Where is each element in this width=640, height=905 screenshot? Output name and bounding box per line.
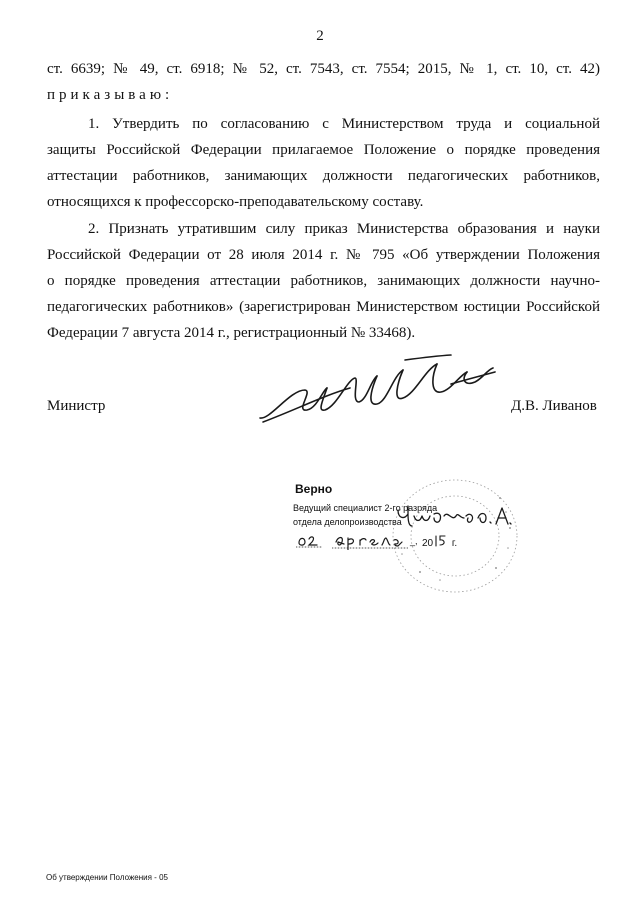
body-line-1: ст. 6639; № 49, ст. 6918; № 52, ст. 7543, ст. 7554; 2015, № 1, ст. 10, ст. 42) <box>47 61 600 77</box>
item2-line-3: о порядке проведения аттестации работников, занимающих должности научно- <box>47 273 600 289</box>
minister-signature <box>255 350 510 435</box>
handwritten-year-digits <box>433 535 449 547</box>
date-separator: _, <box>410 536 418 546</box>
certifier-position-line1: Ведущий специалист 2-го разряда <box>293 503 438 513</box>
footer-filename: Об утверждении Положения - 05 <box>46 873 168 882</box>
item1-line-2: защиты Российской Федерации прилагаемое Положение о порядке проведения <box>47 142 600 158</box>
handwritten-date-month <box>332 528 408 550</box>
page-number: 2 <box>316 28 324 44</box>
item2-line-2: Российской Федерации от 28 июля 2014 г. № 795 «Об утверждении Положения <box>47 247 600 263</box>
date-year <box>422 535 457 549</box>
item2-line-5: Федерации 7 августа 2014 г., регистрационный № 33468). <box>47 325 416 341</box>
signatory-name: Д.В. Ливанов <box>511 398 597 414</box>
item1-line-3: аттестации работников, занимающих должности педагогических работников, <box>47 168 600 184</box>
signatory-title: Министр <box>47 398 106 414</box>
item1-line-1: 1. Утвердить по согласованию с Министерством труда и социальной <box>88 116 600 132</box>
certification-stamp <box>290 472 530 592</box>
year-prefix: 20 <box>422 538 434 549</box>
certifier-position-line2: отдела делопроизводства <box>293 517 402 527</box>
verno-label: Верно <box>295 482 333 496</box>
body-line-prikazyvayu: приказываю: <box>47 87 174 103</box>
handwritten-date-day <box>296 529 322 549</box>
item2-line-4: педагогических работников» (зарегистрирован Министерством юстиции Российской <box>47 299 600 315</box>
year-suffix: г. <box>451 538 458 549</box>
certifier-handwritten-name <box>394 502 514 530</box>
item2-line-1: 2. Признать утратившим силу приказ Министерства образования и науки <box>88 221 600 237</box>
item1-line-4: относящихся к профессорско-преподавательскому составу. <box>47 194 424 210</box>
